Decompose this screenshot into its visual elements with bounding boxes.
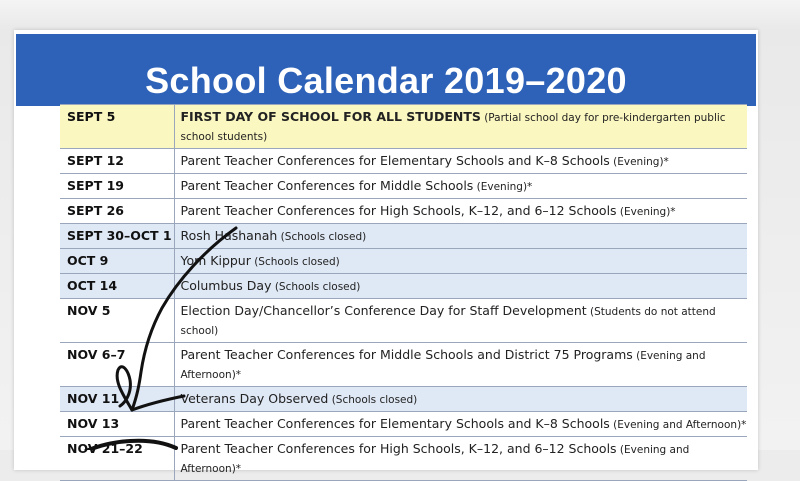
event-description [174,437,747,481]
event-description [174,274,747,299]
event-note: (Schools closed) [277,231,367,243]
event-description [174,174,747,199]
event-text: Columbus Day [180,278,272,293]
table-row [60,274,747,299]
event-date: NOV 13 [60,412,174,437]
table-row [60,343,747,387]
event-date: OCT 9 [60,249,174,274]
event-description [174,299,747,343]
event-note: (Schools closed) [271,281,361,293]
event-description [174,149,747,174]
event-text: Parent Teacher Conferences for Middle Schools and District 75 Programs [180,347,633,362]
event-text: Parent Teacher Conferences for High Schools, K–12, and 6–12 Schools [180,203,617,218]
table-row [60,437,747,481]
table-row [60,105,747,149]
event-description [174,387,747,412]
event-description [174,412,747,437]
event-text: Parent Teacher Conferences for Elementary Schools and K–8 Schools [180,153,610,168]
event-note: (Evening)* [616,206,676,218]
event-date: NOV 11 [60,387,174,412]
event-note: (Evening)* [609,156,669,168]
event-date: SEPT 5 [60,105,174,149]
event-text: Parent Teacher Conferences for Middle Schools [180,178,474,193]
table-row [60,249,747,274]
event-note: (Partial school day for pre-kindergarten public school students) [180,112,726,143]
table-row [60,199,747,224]
event-text: Parent Teacher Conferences for Elementary Schools and K–8 Schools [180,416,610,431]
event-description [174,249,747,274]
table-row [60,174,747,199]
event-note: (Schools closed) [250,256,340,268]
event-note: (Evening and Afternoon)* [180,350,706,381]
event-date: NOV 21–22 [60,437,174,481]
event-text: Parent Teacher Conferences for High Schools, K–12, and 6–12 Schools [180,441,617,456]
table-row [60,149,747,174]
table-row [60,412,747,437]
table-row [60,387,747,412]
event-date: SEPT 26 [60,199,174,224]
event-date: NOV 6–7 [60,343,174,387]
table-row [60,299,747,343]
event-text: Yom Kippur [180,253,251,268]
event-description [174,224,747,249]
event-description [174,343,747,387]
event-description [174,105,747,149]
event-note: (Evening and Afternoon)* [180,444,690,475]
event-description [174,199,747,224]
event-note: (Students do not attend school) [180,306,716,337]
event-text: Rosh Hashanah [180,228,278,243]
event-date: SEPT 12 [60,149,174,174]
event-date: SEPT 19 [60,174,174,199]
title-banner [16,34,756,106]
event-note: (Schools closed) [328,394,418,406]
event-date: NOV 5 [60,299,174,343]
calendar-table [60,104,747,481]
event-text: FIRST DAY OF SCHOOL FOR ALL STUDENTS [180,109,481,124]
table-row [60,224,747,249]
event-text: Election Day/Chancellor’s Conference Day for Staff Development [180,303,587,318]
event-text: Veterans Day Observed [180,391,329,406]
event-note: (Evening)* [473,181,533,193]
event-note: (Evening and Afternoon)* [609,419,747,431]
event-date: OCT 14 [60,274,174,299]
page-title: School Calendar 2019–2020 [145,60,627,101]
event-date: SEPT 30–OCT 1 [60,224,174,249]
